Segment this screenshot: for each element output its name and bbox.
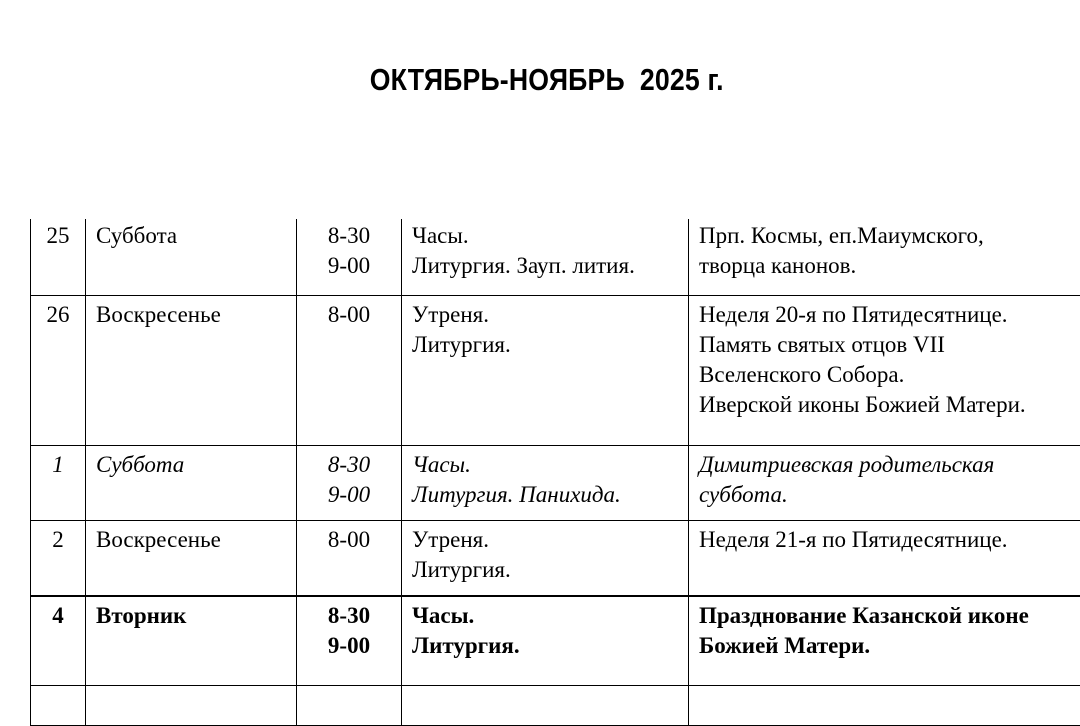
- feast-line: Прп. Космы, еп.Маиумского,: [699, 221, 1080, 251]
- feast-line: Память святых отцов VII: [699, 330, 1080, 360]
- table-row: [31, 219, 1080, 295]
- feast-line: Неделя 20-я по Пятидесятнице.: [699, 300, 1080, 330]
- time-line: 8-30: [307, 221, 391, 251]
- time-cell: [297, 445, 402, 520]
- feast-cell: [689, 686, 1080, 726]
- service-cell: [402, 596, 689, 686]
- table-row: [31, 520, 1080, 596]
- page-title: ОКТЯБРЬ-НОЯБРЬ 2025 г.: [77, 62, 1017, 98]
- feast-line: Божией Матери.: [699, 631, 1080, 661]
- service-line: Часы.: [412, 221, 678, 251]
- service-line: Часы.: [412, 450, 678, 480]
- time-line: 9-00: [307, 251, 391, 281]
- weekday-cell: Вторник: [86, 596, 297, 686]
- weekday-cell: Суббота: [86, 445, 297, 520]
- service-line: Литургия. Зауп. лития.: [412, 251, 678, 281]
- time-cell: [297, 295, 402, 445]
- service-line: Часы.: [412, 601, 678, 631]
- day-cell: [31, 686, 86, 726]
- schedule-table: [30, 219, 1080, 726]
- service-line: Утреня.: [412, 300, 678, 330]
- service-line: Литургия.: [412, 330, 678, 360]
- feast-cell: [689, 295, 1080, 445]
- time-cell: [297, 686, 402, 726]
- feast-line: Иверской иконы Божией Матери.: [699, 390, 1080, 420]
- time-line: 8-00: [307, 525, 391, 555]
- time-line: 8-00: [307, 300, 391, 330]
- time-line: 9-00: [307, 631, 391, 661]
- time-line: 9-00: [307, 480, 391, 510]
- feast-line: Празднование Казанской иконе: [699, 601, 1080, 631]
- weekday-cell: Воскресенье: [86, 295, 297, 445]
- weekday-cell: Суббота: [86, 219, 297, 295]
- feast-cell: [689, 219, 1080, 295]
- time-cell: [297, 520, 402, 596]
- time-line: 8-30: [307, 450, 391, 480]
- service-line: Литургия.: [412, 555, 678, 585]
- table-row: [31, 596, 1080, 686]
- day-cell: 26: [31, 295, 86, 445]
- service-line: Литургия.: [412, 631, 678, 661]
- feast-line: Димитриевская родительская: [699, 450, 1080, 480]
- service-cell: [402, 445, 689, 520]
- service-cell: [402, 686, 689, 726]
- day-cell: 1: [31, 445, 86, 520]
- service-cell: [402, 219, 689, 295]
- table-row: [31, 295, 1080, 445]
- service-cell: [402, 295, 689, 445]
- time-cell: [297, 596, 402, 686]
- time-cell: [297, 219, 402, 295]
- feast-line: Вселенского Собора.: [699, 360, 1080, 390]
- feast-cell: [689, 445, 1080, 520]
- service-line: Утреня.: [412, 525, 678, 555]
- service-line: Литургия. Панихида.: [412, 480, 678, 510]
- feast-cell: [689, 596, 1080, 686]
- day-cell: 25: [31, 219, 86, 295]
- feast-line: Неделя 21-я по Пятидесятнице.: [699, 525, 1080, 555]
- weekday-cell: [86, 686, 297, 726]
- feast-line: творца канонов.: [699, 251, 1080, 281]
- weekday-cell: Воскресенье: [86, 520, 297, 596]
- day-cell: 4: [31, 596, 86, 686]
- day-cell: 2: [31, 520, 86, 596]
- table-row: [31, 686, 1080, 726]
- service-cell: [402, 520, 689, 596]
- time-line: 8-30: [307, 601, 391, 631]
- table-row: [31, 445, 1080, 520]
- feast-line: суббота.: [699, 480, 1080, 510]
- feast-cell: [689, 520, 1080, 596]
